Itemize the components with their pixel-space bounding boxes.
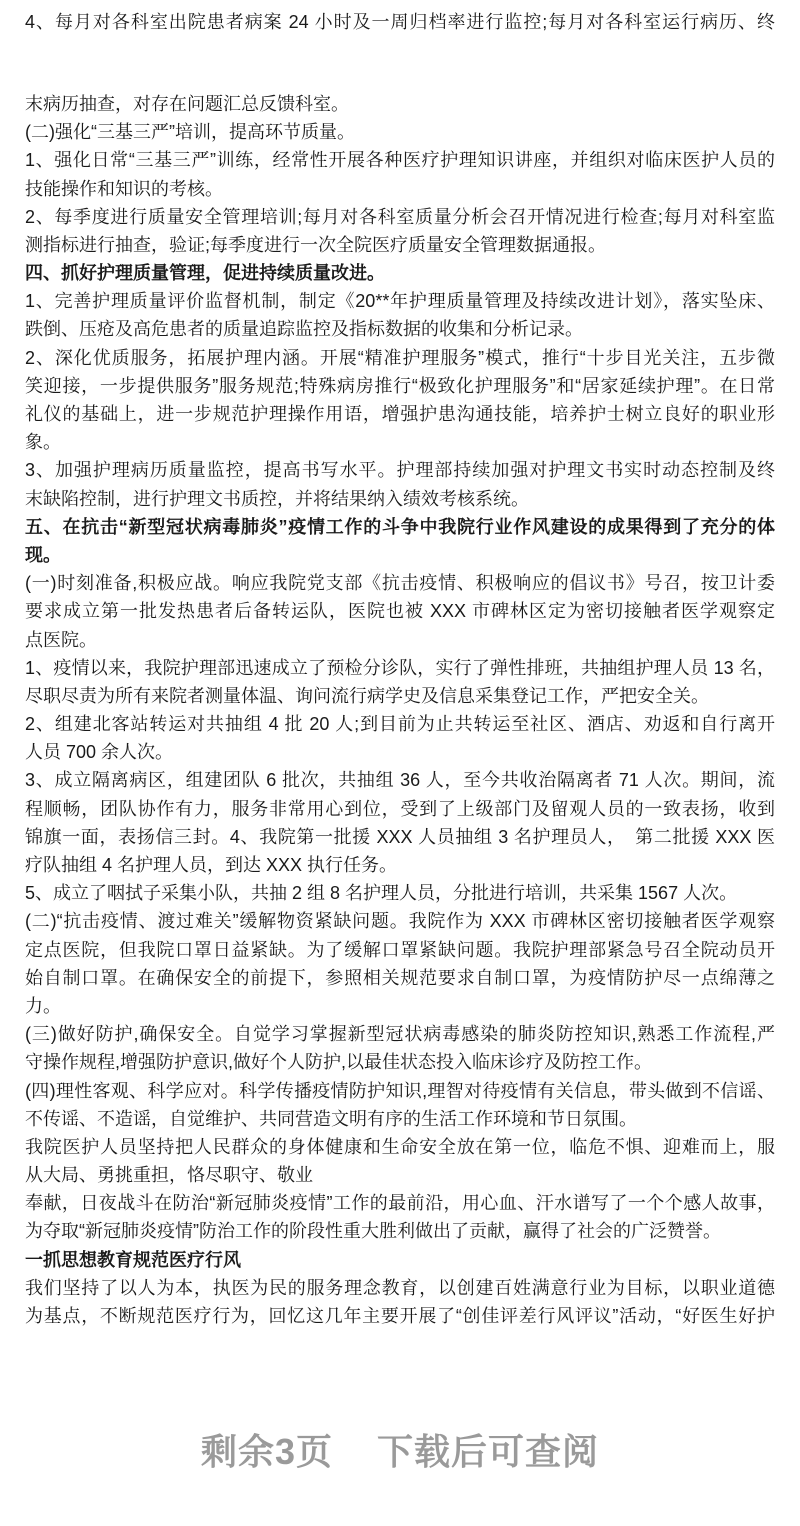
text-line: 笑迎接，一步提供服务”服务规范;特殊病房推行“极致化护理服务”和“居家延续护理”。在日常 xyxy=(25,375,775,396)
text-line: (一)时刻准备,积极应战。响应我院党支部《抗击疫情、积极响应的倡议书》号召，按卫计委 xyxy=(25,573,775,594)
text-line: 锦旗一面，表扬信三封。4、我院第一批援 XXX 人员抽组 3 名护理员人， 第二批援 XXX 医 xyxy=(25,826,775,847)
text-line: 1、疫情以来，我院护理部迅速成立了预检分诊队，实行了弹性排班，共抽组护理人员 13 名， xyxy=(25,657,775,678)
remaining-pages-label: 剩余3页 xyxy=(200,1431,333,1472)
section-heading: 现。 xyxy=(25,544,61,565)
text-line: 2、组建北客站转运对共抽组 4 批 20 人;到目前为止共转运至社区、酒店、劝返和自行离开 xyxy=(25,714,775,735)
text-line: 1、完善护理质量评价监督机制，制定《20**年护理质量管理及持续改进计划》，落实坠床、 xyxy=(25,291,775,312)
text-line: 3、成立隔离病区，组建团队 6 批次，共抽组 36 人，至今共收治隔离者 71 人次。期间，流 xyxy=(25,770,775,791)
document-body xyxy=(25,8,775,1330)
download-to-view-label[interactable]: 下载后可查阅 xyxy=(377,1431,600,1472)
text-line: 5、成立了咽拭子采集小队，共抽 2 组 8 名护理人员，分批进行培训，共采集 1567 人次。 xyxy=(25,883,738,904)
text-line: (四)理性客观、科学应对。科学传播疫情防护知识,理智对待疫情有关信息，带头做到不信谣、 xyxy=(25,1080,775,1101)
text-line: 程顺畅，团队协作有力，服务非常用心到位，受到了上级部门及留观人员的一致表扬，收到 xyxy=(25,798,775,819)
text-line: 点医院。 xyxy=(25,629,97,650)
section-heading: 四、抓好护理质量管理，促进持续质量改进。 xyxy=(25,263,385,284)
section-heading: 一抓思想教育规范医疗行风 xyxy=(25,1249,241,1270)
text-line: 人员 700 余人次。 xyxy=(25,742,174,763)
text-line: 4、每月对各科室出院患者病案 24 小时及一周归档率进行监控;每月对各科室运行病历、终 xyxy=(25,12,775,32)
text-line: (三)做好防护,确保安全。自觉学习掌握新型冠状病毒感染的肺炎防控知识,熟悉工作流程,严 xyxy=(25,1024,775,1045)
text-line: 测指标进行抽查，验证;每季度进行一次全院医疗质量安全管理数据通报。 xyxy=(25,234,606,255)
text-line: 跌倒、压疮及高危患者的质量追踪监控及指标数据的收集和分析记录。 xyxy=(25,319,583,340)
page-break xyxy=(25,36,775,90)
section-heading: 五、在抗击“新型冠状病毒肺炎”疫情工作的斗争中我院行业作风建设的成果得到了充分的体 xyxy=(25,516,775,537)
text-line: 从大局、勇挑重担，恪尽职守、敬业 xyxy=(25,1165,313,1186)
text-line: 疗队抽组 4 名护理人员，到达 XXX 执行任务。 xyxy=(25,855,398,876)
text-line: 2、深化优质服务，拓展护理内涵。开展“精准护理服务”模式，推行“十步目光关注，五步微 xyxy=(25,347,775,368)
text-line: 1、强化日常“三基三严”训练，经常性开展各种医疗护理知识讲座，并组织对临床医护人员的 xyxy=(25,150,775,171)
text-line: 礼仪的基础上，进一步规范护理操作用语，增强护患沟通技能，培养护士树立良好的职业形 xyxy=(25,404,775,425)
text-line: 技能操作和知识的考核。 xyxy=(25,178,223,199)
subheading: (二)强化“三基三严”培训，提高环节质量。 xyxy=(25,122,355,143)
text-line: 我们坚持了以人为本，执医为民的服务理念教育，以创建百姓满意行业为目标，以职业道德 xyxy=(25,1277,775,1298)
text-line: 为夺取“新冠肺炎疫情”防治工作的阶段性重大胜利做出了贡献，赢得了社会的广泛赞誉。 xyxy=(25,1221,721,1242)
text-line: 尽职尽责为所有来院者测量体温、询问流行病学史及信息采集登记工作，严把安全关。 xyxy=(25,685,709,706)
text-line: 3、加强护理病历质量监控，提高书写水平。护理部持续加强对护理文书实时动态控制及终 xyxy=(25,460,775,481)
text-line: 末病历抽查，对存在问题汇总反馈科室。 xyxy=(25,93,349,114)
text-line: 2、每季度进行质量安全管理培训;每月对各科室质量分析会召开情况进行检查;每月对科室监 xyxy=(25,206,775,227)
text-line: 始自制口罩。在确保安全的前提下，参照相关规范要求自制口罩，为疫情防护尽一点绵薄之 xyxy=(25,967,775,988)
text-line: 力。 xyxy=(25,995,61,1016)
text-line: 守操作规程,增强防护意识,做好个人防护,以最佳状态投入临床诊疗及防控工作。 xyxy=(25,1052,652,1073)
text-line: (二)“抗击疫情、渡过难关”缓解物资紧缺问题。我院作为 XXX 市碑林区密切接触者医学观察 xyxy=(25,911,775,932)
text-line: 末缺陷控制，进行护理文书质控，并将结果纳入绩效考核系统。 xyxy=(25,488,529,509)
text-line: 为基点，不断规范医疗行为，回忆这几年主要开展了“创佳评差行风评议”活动，“好医生好护 xyxy=(25,1306,775,1327)
text-line: 定点医院，但我院口罩日益紧缺。为了缓解口罩紧缺问题。我院护理部紧急号召全院动员开 xyxy=(25,939,775,960)
text-line: 我院医护人员坚持把人民群众的身体健康和生命安全放在第一位，临危不惧、迎难而上，服 xyxy=(25,1136,775,1157)
text-line: 要求成立第一批发热患者后备转运队，医院也被 XXX 市碑林区定为密切接触者医学观察定 xyxy=(25,601,775,622)
text-line: 不传谣、不造谣，自觉维护、共同营造文明有序的生活工作环境和节日氛围。 xyxy=(25,1108,637,1129)
text-line: 象。 xyxy=(25,432,61,453)
download-prompt[interactable] xyxy=(0,1424,800,1475)
text-line: 奉献，日夜战斗在防治“新冠肺炎疫情”工作的最前沿，用心血、汗水谱写了一个个感人故事， xyxy=(25,1193,775,1214)
